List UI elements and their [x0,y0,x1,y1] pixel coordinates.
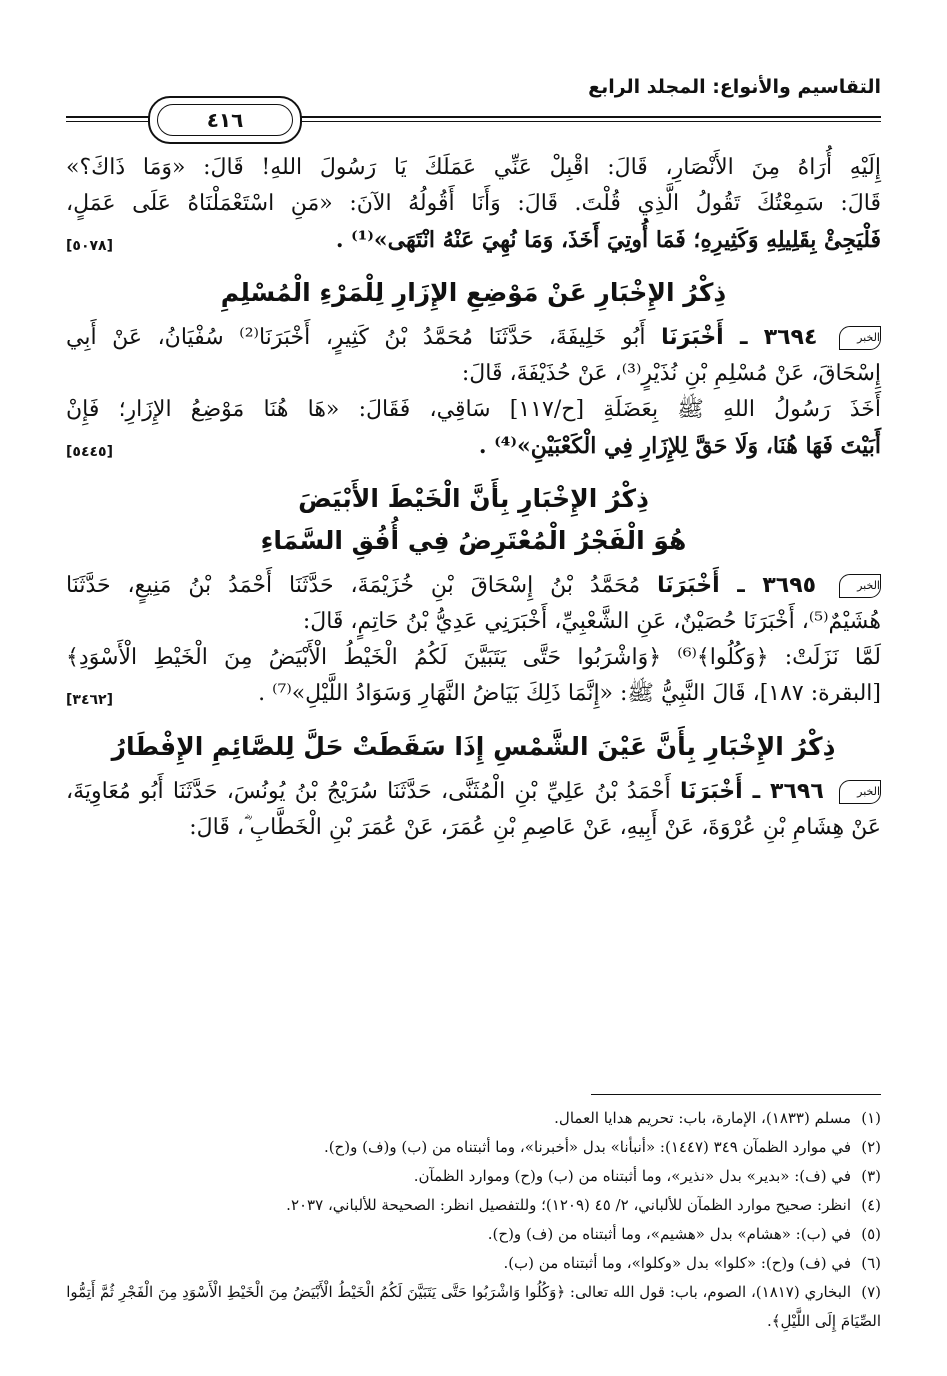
isnad-text: مُحَمَّدُ بْنُ إِسْحَاقَ بْنِ خُزَيْمَةَ، حَدَّثَنَا أَحْمَدُ بْنُ مَنِيعٍ، حَدَّثَنَا [66,573,641,598]
page-number-frame [148,96,302,144]
footnote [66,1104,881,1133]
section-heading-line2: هُوَ الْفَجْرُ الْمُعْتَرِضُ فِي أُفُقِ السَّمَاءِ [260,526,687,555]
hadith-reference: [٥٤٤٥] [66,444,113,460]
isnad-text: أَحْمَدُ بْنُ عَلِيِّ بْنِ الْمُثَنَّى، حَدَّثَنَا سُرَيْجُ بْنُ يُونُسَ، حَدَّثَنَا أَبُو مُعَاوِيَةَ، [66,779,671,804]
footnote-number: (٣) [861,1167,881,1185]
running-title: التقاسيم والأنواع: المجلد الرابع [588,76,881,98]
footnote-text: مسلم (١٨٣٣)، الإمارة، باب: تحريم هدايا العمال. [554,1109,851,1127]
hadith-opening [66,568,881,604]
footnote [66,1220,881,1249]
text-line: إِسْحَاقَ، عَنْ مُسْلِمِ بْنِ نُذَيْرٍ⁽³⁾، عَنْ حُذَيْفَةَ، قَالَ: [461,361,881,386]
footnote-number: (٢) [861,1138,881,1156]
hadith-number: ٣٦٩٥ ـ أَخْبَرَنَا [657,573,817,598]
hadith-opening [66,320,881,356]
footnote-separator [591,1094,881,1095]
khabar-badge-icon: الخبر [839,780,881,804]
text-line [66,222,881,258]
text-line: لَمَّا نَزَلَتْ: ﴿وَكُلُوا﴾⁽⁶⁾ ﴿وَاشْرَبُوا حَتَّى يَتَبَيَّنَ لَكُمُ الْخَيْطُ الْأَبْيَضُ مِنَ الْخَيْطِ الْأَسْوَدِ﴾ [66,645,881,670]
khabar-badge-icon: الخبر [839,326,881,350]
hadith-number: ٣٦٩٦ ـ أَخْبَرَنَا [680,779,824,804]
text-line: أَخَذَ رَسُولُ اللهِ ﷺ بِعَضَلَةِ [ح/١١٧] سَاقِي، فَقَالَ: «هَا هُنَا مَوْضِعُ الإِزَارِ؛ فَإِنْ [66,397,881,422]
footnote-text: في موارد الظمآن ٣٤٩ (١٤٤٧): «أنبأنا» بدل «أخبرنا»، وما أثبتناه من (ب) و(ف) و(ح). [323,1138,851,1156]
section-heading: ذِكْرُ الإِخْبَارِ بِأَنَّ الْخَيْطَ الأَبْيَضَ [298,484,649,513]
main-text [66,150,881,846]
text-line [66,676,881,712]
footnote-number: (٦) [861,1254,881,1272]
text-line-content: [البقرة: ١٨٧]، قَالَ النَّبِيُّ ﷺ: «إِنَّمَا ذَلِكَ بَيَاضُ النَّهَارِ وَسَوَادُ اللَّيْلِ»⁽⁷⁾ . [258,681,881,706]
footnote-number: (٧) [861,1283,881,1301]
khabar-badge-icon: الخبر [839,574,881,598]
text-line: هُشَيْمٌ⁽⁵⁾، أَخْبَرَنَا حُصَيْنٌ، عَنِ الشَّعْبِيِّ، أَخْبَرَنِي عَدِيُّ بْنُ حَاتِمٍ، قَالَ: [302,609,881,634]
text-line: إِلَيْهِ أُرَاهُ مِنَ الأَنْصَارِ، قَالَ: اقْبِلْ عَنِّي عَمَلَكَ يَا رَسُولَ اللهِ! قَالَ: «وَمَا ذَاكَ؟» [66,155,881,180]
footnote-text: في (ب): «هشام» بدل «هشيم»، وما أثبتناه من (ف) و(ح). [487,1225,851,1243]
footnote-text: انظر: صحيح موارد الظمآن للألباني، ٢/ ٤٥ (١٢٠٩)؛ وللتفصيل انظر: الصحيحة للألباني، ٢٠٣٧. [286,1196,851,1214]
text-line-content: فَلْيَجِئْ بِقَلِيلِهِ وَكَثِيرِهِ؛ فَمَا أُوتِيَ أَخَذَ، وَمَا نُهِيَ عَنْهُ انْتَهَى»⁽¹⁾ . [335,227,881,253]
hadith-reference: [٣٤٦٢] [66,692,113,708]
hadith-opening [66,774,881,810]
section-heading: ذِكْرُ الإِخْبَارِ عَنْ مَوْضِعِ الإِزَارِ لِلْمَرْءِ الْمُسْلِمِ [220,278,727,307]
text-line [66,428,881,464]
footnote [66,1133,881,1162]
footnotes [66,1104,881,1336]
footnote-number: (١) [861,1109,881,1127]
page-header [66,70,881,134]
footnote [66,1249,881,1278]
section-heading: ذِكْرُ الإِخْبَارِ بِأَنَّ عَيْنَ الشَّمْسِ إِذَا سَقَطَتْ حَلَّ لِلصَّائِمِ الإِفْطَارُ [111,732,836,761]
footnote-text: في (ف): «بدير» بدل «نذير»، وما أثبتناه من (ب) و(ح) وموارد الظمآن. [413,1167,851,1185]
hadith-number: ٣٦٩٤ ـ أَخْبَرَنَا [661,325,818,350]
text-line-content: أَبَيْتَ فَهَا هُنَا، وَلَا حَقَّ لِلإِزَارِ فِي الْكَعْبَيْنِ»⁽⁴⁾ . [478,433,881,459]
hadith-reference: [٥٠٧٨] [66,238,113,254]
footnote [66,1162,881,1191]
footnote-text: في (ف) و(ح): «كلوا» بدل «وكلوا»، وما أثبتناه من (ب). [503,1254,851,1272]
page-number: ٤١٦ [157,104,293,136]
text-line: قَالَ: سَمِعْتُكَ تَقُولُ الَّذِي قُلْتَ. قَالَ: وَأَنَا أَقُولُهُ الآنَ: «مَنِ اسْتَعْمَلْنَاهُ عَلَى عَمَلٍ، [66,191,881,216]
footnote-number: (٥) [861,1225,881,1243]
footnote [66,1191,881,1220]
footnote-text: البخاري (١٨١٧)، الصوم، باب: قول الله تعالى: ﴿وَكُلُوا وَاشْرَبُوا حَتَّى يَتَبَيَّنَ لَكُمُ الْخَيْطُ الْأَبْيَضُ مِنَ الْخَيْطِ الْأَسْوَدِ مِنَ الْفَجْرِ ثُمَّ أَتِمُّوا الصِّيَامَ إِلَى اللَّيْلِ﴾. [66,1283,881,1330]
footnote [66,1278,881,1336]
footnote-number: (٤) [861,1196,881,1214]
text-line: عَنْ هِشَامِ بْنِ عُرْوَةَ، عَنْ أَبِيهِ، عَنْ عَاصِمِ بْنِ عُمَرَ، عَنْ عُمَرَ بْنِ الْخَطَّابِ ؓ، قَالَ: [189,815,881,840]
isnad-text: أَبُو خَلِيفَةَ، حَدَّثَنَا مُحَمَّدُ بْنُ كَثِيرٍ، أَخْبَرَنَا⁽²⁾ سُفْيَانُ، عَنْ أَبِي [66,325,646,350]
